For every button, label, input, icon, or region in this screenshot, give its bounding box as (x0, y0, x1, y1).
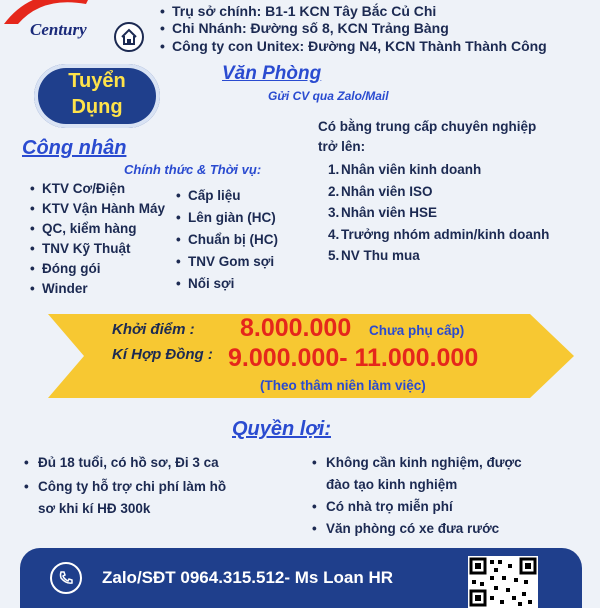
address-line: • Trụ sở chính: B1-1 KCN Tây Bắc Củ Chi (160, 3, 437, 19)
benefit-item: • Văn phòng có xe đưa rước (312, 521, 500, 536)
office-position: 3. Nhân viên HSE (328, 205, 438, 220)
worker-position: • KTV Cơ/Điện (30, 181, 126, 196)
requirement-line: trở lên: (318, 139, 366, 154)
worker-position: • TNV Gom sợi (176, 254, 275, 269)
office-heading: Văn Phòng (222, 63, 322, 84)
office-position: 4. Trưởng nhóm admin/kinh doanh (328, 226, 550, 242)
benefits-heading: Quyền lợi: (232, 418, 331, 440)
worker-position: • QC, kiểm hàng (30, 221, 137, 236)
worker-position: • Winder (30, 281, 88, 296)
office-subheading: Gửi CV qua Zalo/Mail (268, 89, 389, 103)
start-salary-value: 8.000.000 (240, 314, 352, 342)
home-icon (114, 22, 144, 52)
logo-text: Century (30, 20, 87, 39)
worker-position: • Chuẩn bị (HC) (176, 232, 278, 247)
requirement-line: Có bằng trung cấp chuyên nghiệp (318, 119, 537, 134)
badge-line-1: Tuyển (68, 70, 126, 92)
worker-position: • KTV Vận Hành Máy (30, 201, 166, 216)
benefit-item: • Có nhà trọ miễn phí (312, 499, 453, 514)
contact-footer (20, 548, 582, 608)
office-position: 5. NV Thu mua (328, 248, 420, 263)
worker-position: • Lên giàn (HC) (176, 210, 276, 225)
benefit-item: • Đủ 18 tuổi, có hồ sơ, Đi 3 ca (24, 455, 219, 470)
company-logo (0, 0, 110, 52)
address-line: • Công ty con Unitex: Đường N4, KCN Thành Thành Công (160, 38, 547, 54)
benefit-item: • Công ty hỗ trợ chi phí làm hồ sơ khi kí HĐ 300k (24, 479, 227, 516)
qr-code-icon[interactable] (468, 556, 538, 608)
badge-line-2: Dụng (71, 96, 123, 118)
workers-heading: Công nhân (22, 137, 127, 159)
worker-position: • Cấp liệu (176, 188, 241, 203)
start-salary-note: Chưa phụ cấp) (369, 323, 465, 338)
contract-salary-value: 9.000.000- 11.000.000 (228, 344, 479, 372)
worker-position: • Đóng gói (30, 261, 101, 276)
workers-subheading: Chính thức & Thời vụ: (124, 162, 262, 177)
office-position: 2. Nhân viên ISO (328, 183, 433, 199)
worker-position: • Nối sợi (176, 276, 235, 291)
contact-text: Zalo/SĐT 0964.315.512- Ms Loan HR (102, 568, 393, 587)
office-position: 1. Nhân viên kinh doanh (328, 162, 482, 177)
office-requirements (318, 117, 588, 267)
start-salary-label: Khởi điểm : (112, 321, 195, 338)
recruitment-badge (34, 64, 160, 128)
worker-position: • TNV Kỹ Thuật (30, 241, 131, 256)
address-line: • Chi Nhánh: Đường số 8, KCN Trảng Bàng (160, 20, 449, 36)
contract-salary-note: (Theo thâm niên làm việc) (260, 378, 426, 393)
phone-icon (50, 562, 82, 594)
contract-salary-label: Kí Hợp Đồng : (112, 346, 213, 363)
benefit-item: • Không cần kinh nghiệm, được đào tạo kinh nghiệm (312, 455, 522, 492)
